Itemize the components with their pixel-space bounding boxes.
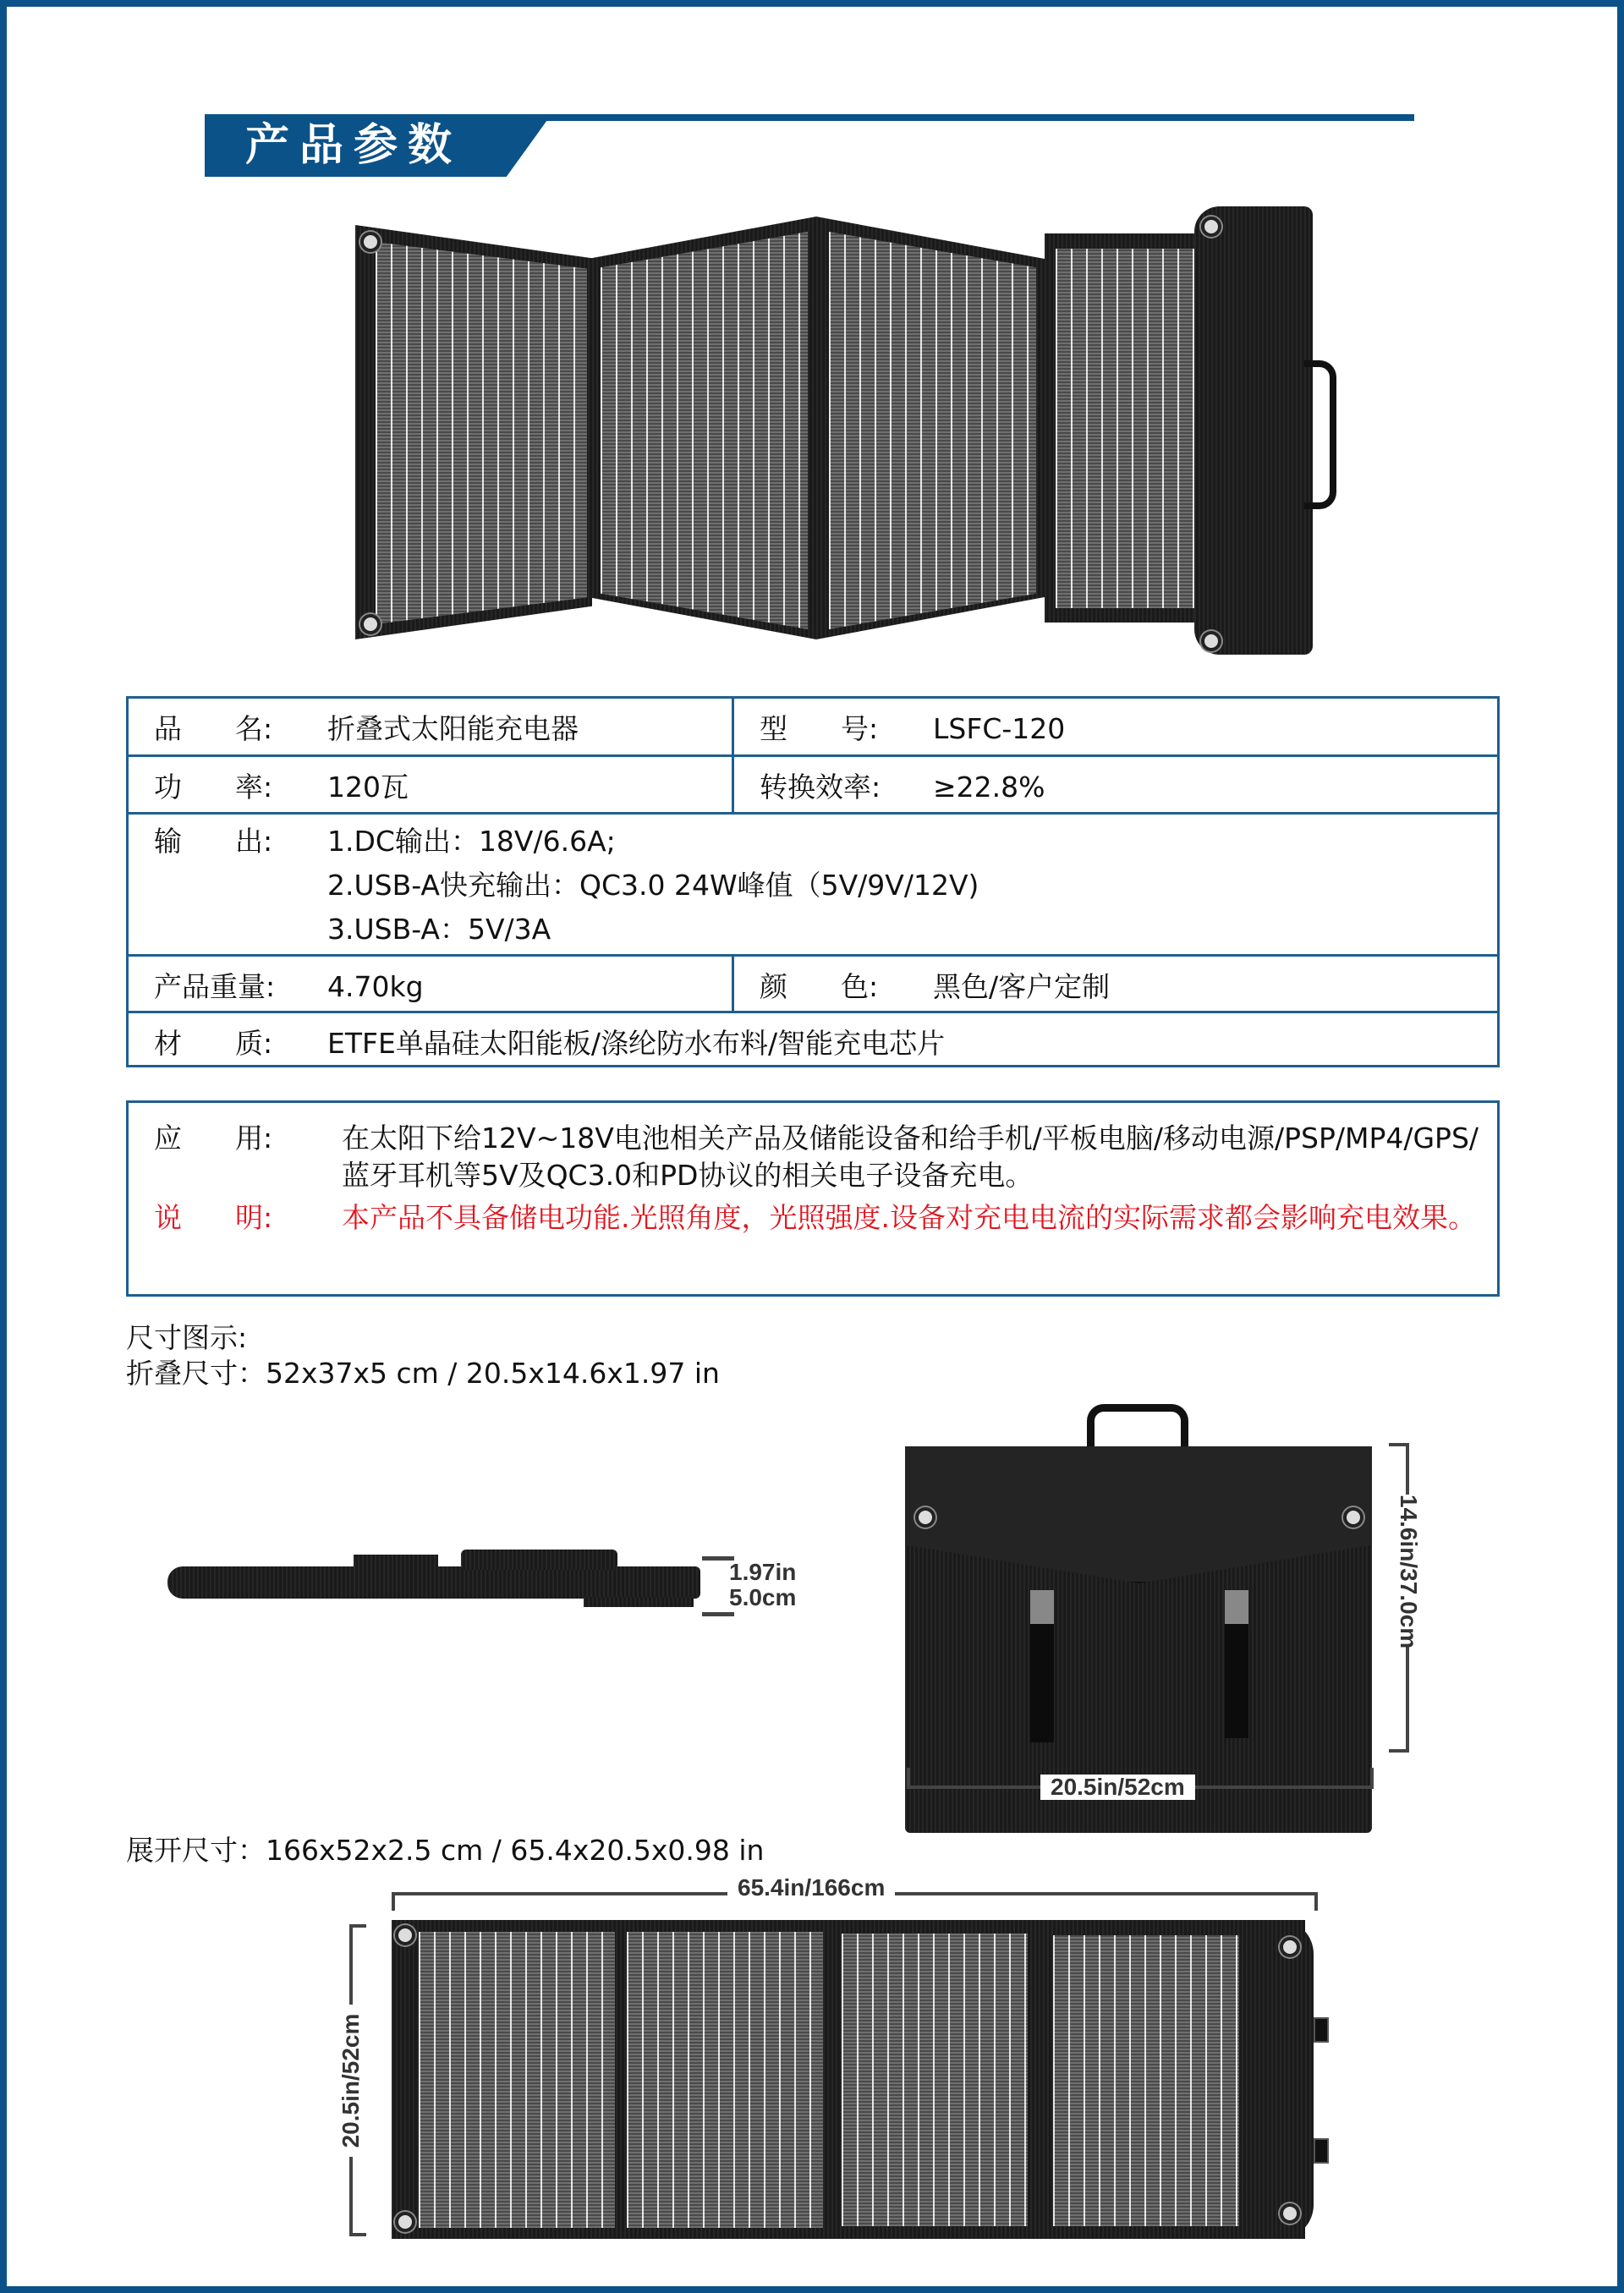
page-title: 产品参数 (245, 120, 463, 171)
buckle-icon (1314, 2138, 1329, 2164)
grommet-icon (395, 1925, 415, 1945)
folded-width-label: 20.5in/52cm (1040, 1775, 1195, 1800)
table-row (129, 812, 1497, 954)
spec-label: 品 名: (154, 712, 273, 745)
dimension-section-title: 尺寸图示: (126, 1321, 248, 1354)
handle-icon (1304, 360, 1336, 509)
handle-icon (1087, 1404, 1188, 1446)
thickness-cm-label: 5.0cm (729, 1584, 797, 1610)
product-photo-unfolded-flat (392, 1920, 1325, 2239)
spec-label: 功 率: (154, 771, 273, 804)
grommet-icon (1343, 1507, 1363, 1528)
spec-table (126, 696, 1500, 1067)
application-box (126, 1100, 1500, 1297)
spec-label: 型 号: (760, 712, 879, 745)
usage-label: 应 用: (154, 1122, 273, 1155)
bag-pouch (1194, 206, 1313, 655)
grommet-icon (360, 614, 381, 634)
buckle-icon (1225, 1590, 1248, 1738)
spec-label: 转换效率: (760, 771, 881, 804)
spec-value-name: 折叠式太阳能充电器 (327, 712, 579, 745)
product-photo-unfolded-angled (355, 217, 1313, 654)
note-text: 本产品不具备储电功能.光照角度，光照强度.设备对充电电流的实际需求都会影响充电效果。 (342, 1201, 1476, 1234)
spec-label: 材 质: (154, 1027, 273, 1060)
spec-value-model: LSFC-120 (933, 712, 1066, 745)
unfolded-width-label: 65.4in/166cm (727, 1875, 895, 1901)
spec-value-power: 120瓦 (327, 771, 409, 804)
spec-value-color: 黑色/客户定制 (933, 970, 1111, 1003)
spec-label: 产品重量: (154, 970, 276, 1003)
spec-value-material: ETFE单晶硅太阳能板/涤纶防水布料/智能充电芯片 (327, 1027, 946, 1060)
spec-label: 输 出: (154, 825, 273, 858)
buckle-icon (1030, 1590, 1054, 1742)
thickness-in-label: 1.97in (729, 1559, 797, 1585)
folded-side-view (167, 1566, 700, 1599)
unfolded-height-label: 20.5in/52cm (338, 2005, 364, 2157)
table-row (129, 954, 1497, 1011)
grommet-icon (395, 2212, 415, 2232)
spec-value-weight: 4.70kg (327, 970, 424, 1003)
folded-size-text: 折叠尺寸：52x37x5 cm / 20.5x14.6x1.97 in (126, 1357, 720, 1390)
folded-front-view (905, 1404, 1372, 1835)
spec-label: 颜 色: (760, 970, 879, 1003)
spec-value-efficiency: ≥22.8% (933, 771, 1045, 804)
grommet-icon (1201, 217, 1221, 237)
folded-height-label: 14.6in/37.0cm (1396, 1495, 1422, 1649)
usage-text: 在太阳下给12V~18V电池相关产品及储能设备和给手机/平板电脑/移动电源/PSP/MP4/GPS/蓝牙耳机等5V及QC3.0和PD协议的相关电子设备充电。 (342, 1122, 1479, 1192)
grommet-icon (1280, 1937, 1300, 1957)
note-label: 说 明: (154, 1201, 273, 1234)
unfolded-size-text: 展开尺寸：166x52x2.5 cm / 65.4x20.5x0.98 in (126, 1834, 765, 1867)
grommet-icon (1280, 2203, 1300, 2224)
table-row (129, 754, 1497, 812)
grommet-icon (915, 1507, 935, 1528)
spec-value-output: 1.DC输出：18V/6.6A; 2.USB-A快充输出：QC3.0 24W峰值（5V/9V/12V) 3.USB-A：5V/3A (327, 825, 979, 946)
grommet-icon (360, 232, 381, 252)
buckle-icon (1314, 2017, 1329, 2043)
dimension-tick (702, 1612, 734, 1616)
grommet-icon (1201, 631, 1221, 651)
table-row (129, 1011, 1497, 1065)
table-row (129, 699, 1497, 754)
